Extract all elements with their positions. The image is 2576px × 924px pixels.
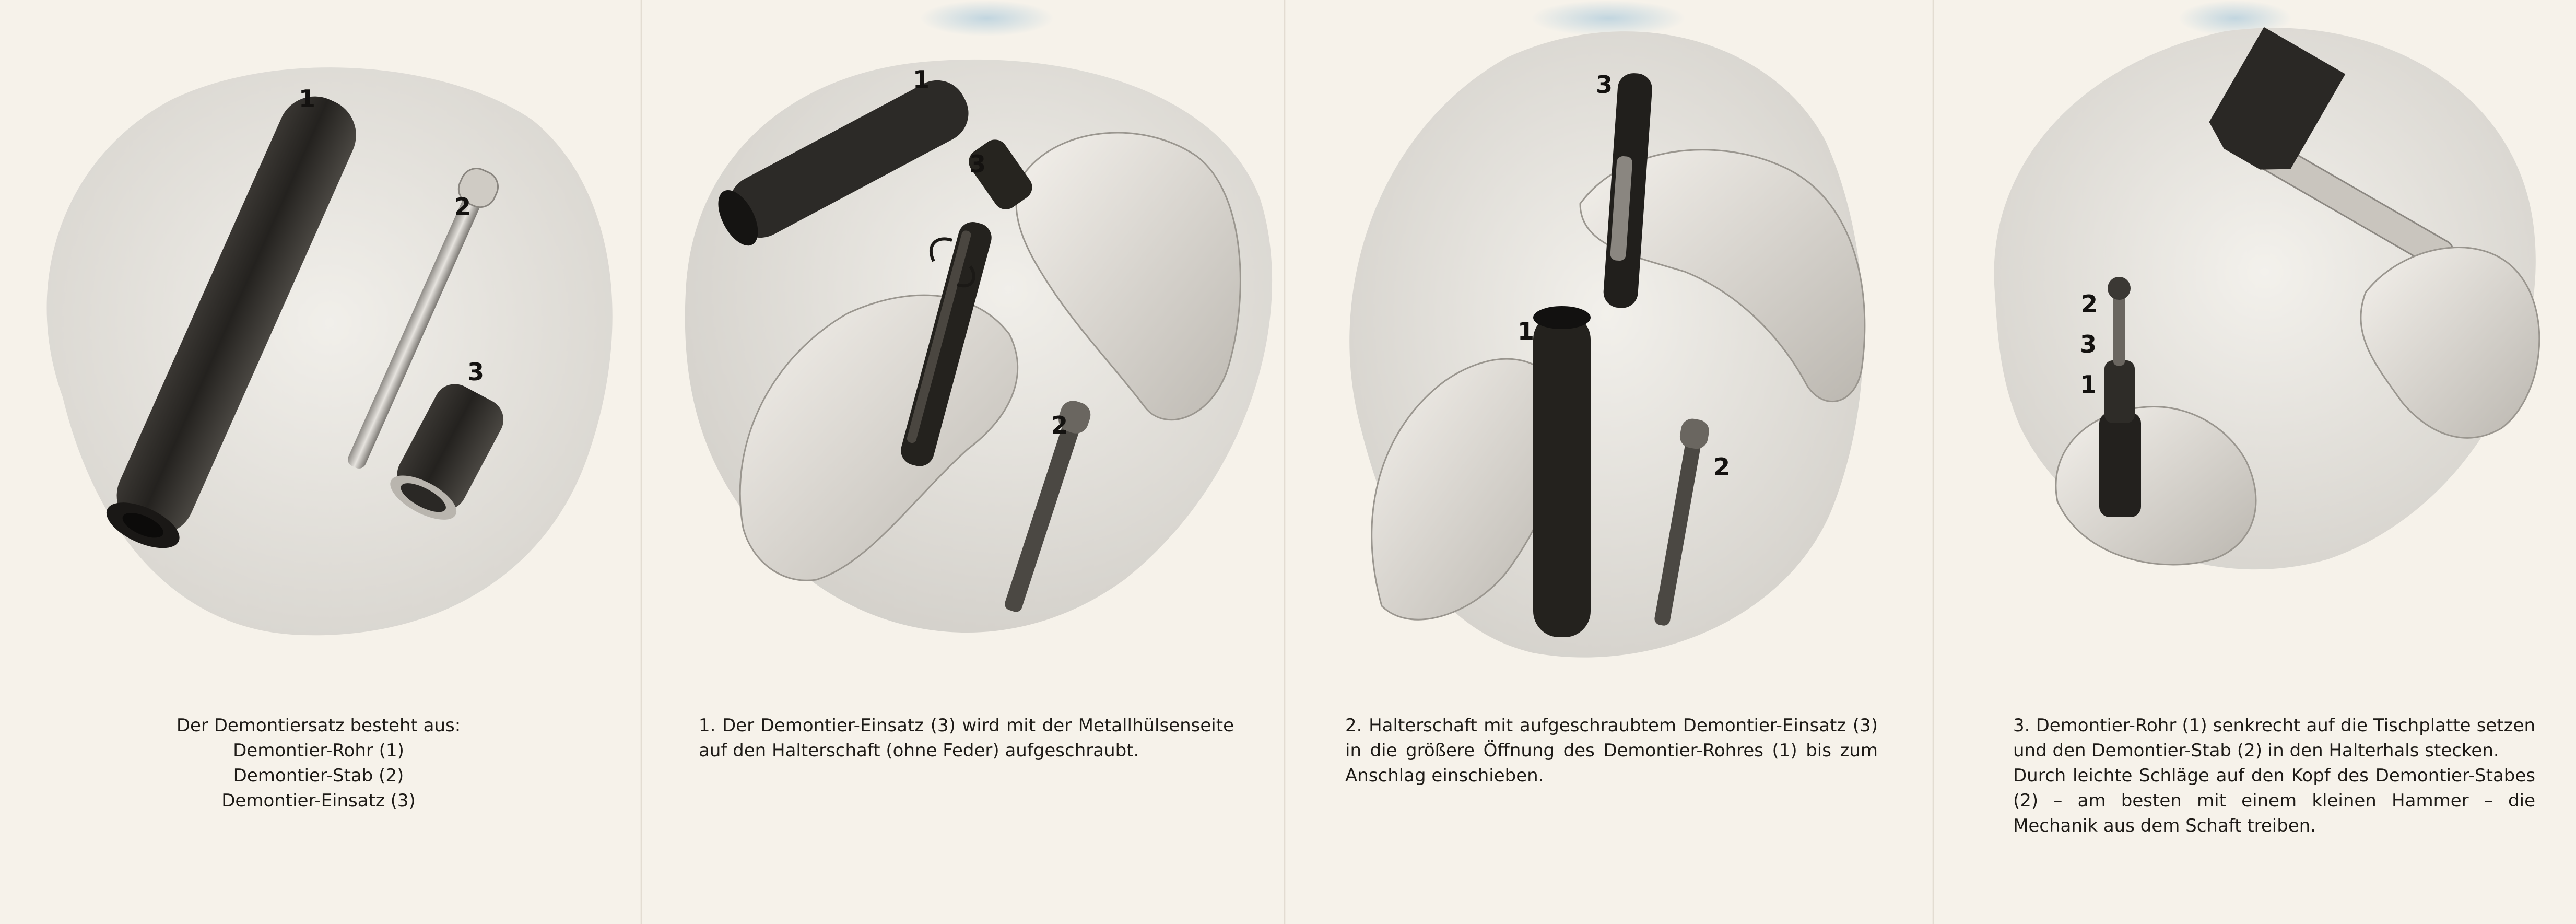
photo-label: 1 (2080, 370, 2097, 399)
panel-step-3 (1932, 0, 2576, 924)
panel-parts-overview (0, 0, 644, 924)
caption-text: 2. Halterschaft mit aufgeschraubtem Demontier-Einsatz (3) in die größere Öffnung des Demontier-Rohres (1) bis zum Anschlag einschieben. (1345, 715, 1878, 786)
photo-label: 2 (1713, 453, 1731, 481)
demontier-rohr (1533, 306, 1591, 637)
photo-label: 2 (1051, 411, 1068, 439)
panel-caption (157, 713, 480, 813)
panel-step-1 (644, 0, 1288, 924)
step-1-photo (644, 0, 1288, 679)
panel-caption (1345, 713, 1878, 788)
photo-label: 2 (2081, 290, 2098, 318)
caption-text: 1. Der Demontier-Einsatz (3) wird mit der Metallhülsenseite auf den Halterschaft (ohne Feder) aufgeschraubt. (699, 715, 1234, 761)
caption-line: Demontier-Stab (2) (233, 765, 404, 786)
photo-label: 1 (1518, 317, 1535, 345)
caption-line: Demontier-Rohr (1) (233, 740, 404, 761)
step-3-photo (1932, 0, 2576, 679)
photo-label: 2 (454, 193, 472, 221)
panel-caption (699, 713, 1234, 763)
panel-step-2 (1288, 0, 1932, 924)
photo-label: 3 (969, 150, 986, 178)
photo-label: 1 (299, 85, 316, 113)
caption-heading: Der Demontiersatz besteht aus: (176, 715, 461, 736)
caption-text: 3. Demontier-Rohr (1) senkrecht auf die Tischplatte setzen und den Demontier-Stab (2) in den Halterhals stecken. (2013, 715, 2535, 761)
panel-caption (2013, 713, 2535, 838)
step-2-photo (1288, 0, 1932, 679)
caption-text: Durch leichte Schläge auf den Kopf des Demontier-Stabes (2) – am besten mit einem kleinen Hammer – die Mechanik aus dem Schaft treiben. (2013, 765, 2535, 836)
photo-label: 3 (1596, 71, 1613, 99)
photo-label: 3 (467, 358, 485, 386)
photo-label: 3 (2080, 330, 2097, 358)
parts-photo (0, 0, 644, 679)
caption-line: Demontier-Einsatz (3) (221, 790, 416, 811)
photo-label: 1 (913, 65, 930, 93)
